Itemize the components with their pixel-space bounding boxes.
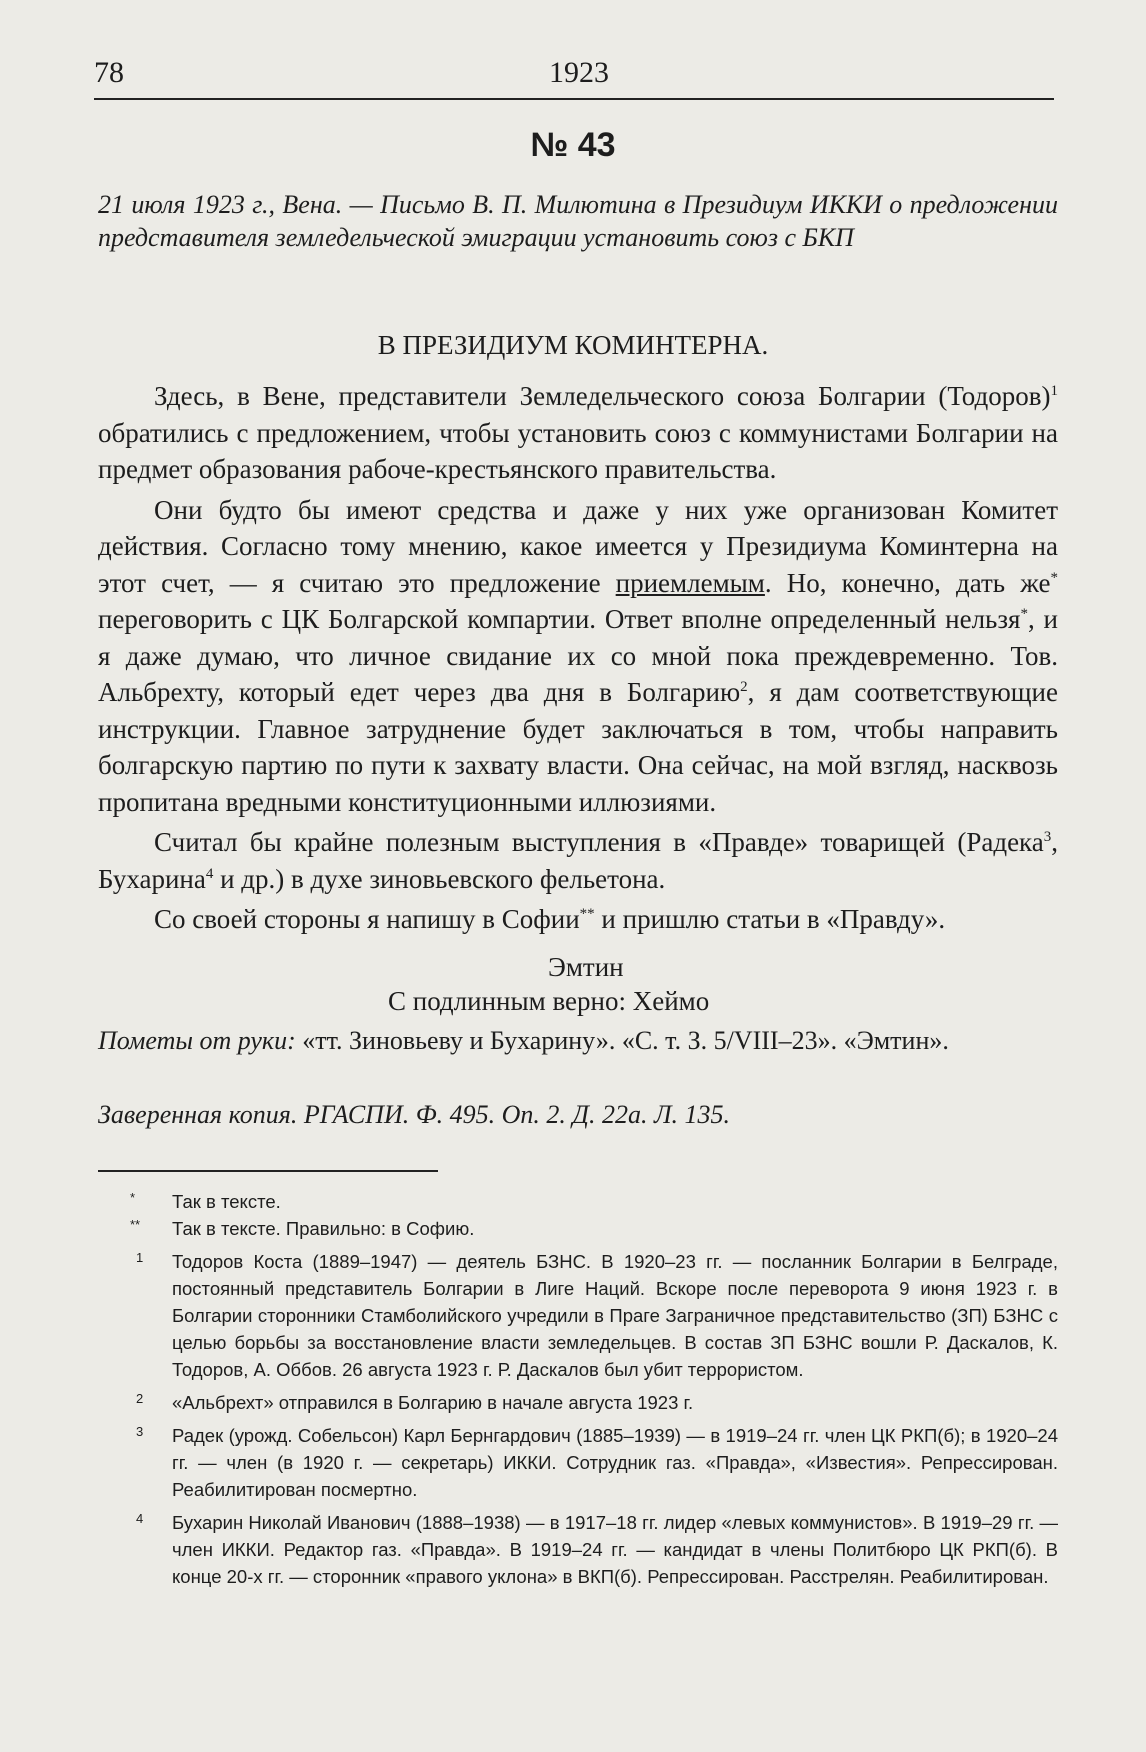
footnote-text: Бухарин Николай Иванович (1888–1938) — в 1917–18 гг. лидер «левых коммунистов». В 1919–29 гг. — член ИККИ. Редактор газ. «Правда». В 1919–24 гг. — кандидат в члены Политбюро ЦК РКП(б). В конце 20-х гг. — сторонник «правого уклона» в ВКП(б). Репрессирован. Расстрелян. Реабилитирован. bbox=[172, 1512, 1058, 1587]
footnote-ref-3: 3 bbox=[1043, 829, 1052, 845]
text-run: Со своей стороны я напишу в Софии bbox=[154, 904, 580, 934]
paragraph-3 bbox=[98, 824, 1058, 897]
letter-body bbox=[98, 378, 1058, 942]
paragraph-2 bbox=[98, 492, 1058, 821]
running-year: 1923 bbox=[549, 56, 609, 89]
footnote bbox=[130, 1188, 1058, 1215]
footnote-mark: 3 bbox=[136, 1424, 144, 1439]
document-number: № 43 bbox=[530, 126, 616, 164]
certification-line: С подлинным верно: Хеймо bbox=[388, 986, 710, 1016]
salutation: В ПРЕЗИДИУМ КОМИНТЕРНА. bbox=[377, 330, 769, 360]
footnote-mark: 1 bbox=[136, 1250, 144, 1265]
footnote bbox=[130, 1509, 1058, 1590]
text-run: . Но, конечно, дать же bbox=[764, 567, 1051, 598]
text-run: и др.) в духе зиновьевского фельетона. bbox=[213, 863, 666, 894]
text-run: переговорить с ЦК Болгарской компартии. Ответ вполне определенный нельзя bbox=[98, 604, 1021, 634]
footnote-ref-star: * bbox=[1050, 569, 1058, 586]
underlined-word: приемлемым bbox=[615, 567, 765, 598]
footnote-mark: 2 bbox=[136, 1391, 144, 1406]
text-run: Здесь, в Вене, представители Земледельческого союза Болгарии (Тодоров) bbox=[154, 381, 1051, 411]
text-run: обратились с предложением, чтобы установить союз с коммунистами Болгарии на предмет образования рабоче-крестьянского правительства. bbox=[98, 417, 1058, 484]
document-heading: 21 июля 1923 г., Вена. — Письмо В. П. Милютина в Президиум ИККИ о предложении представителя земледельческой эмиграции установить союз с БКП bbox=[98, 190, 1058, 252]
text-run: и пришлю статьи в «Правду». bbox=[594, 904, 946, 934]
paragraph-1 bbox=[98, 378, 1058, 488]
footnote bbox=[130, 1248, 1058, 1383]
footnote-mark: * bbox=[130, 1190, 136, 1205]
footnote-ref-2: 2 bbox=[740, 679, 748, 695]
footnote bbox=[130, 1215, 1058, 1242]
paragraph-4 bbox=[98, 901, 1058, 938]
footnote-text: Радек (урожд. Собельсон) Карл Бернгардович (1885–1939) — в 1919–24 гг. член ЦК РКП(б); в 1920–24 гг. — член (в 1920 г. — секретарь) ИККИ. Сотрудник газ. «Правда», «Известия». Репрессирован. Реабилитирован посмертно. bbox=[172, 1425, 1058, 1500]
marks-text: «тт. Зиновьеву и Бухарину». «С. т. З. 5/VIII–23». «Эмтин». bbox=[295, 1026, 949, 1055]
text-run: Они будто бы имеют средства и даже у них уже организован Комитет действия. Согласно тому мнению, какое имеется у Президиума Коминтерна на этот счет, — я считаю это предложение bbox=[98, 494, 1058, 598]
handwritten-marks-note bbox=[98, 1026, 1058, 1056]
footnote-text: Тодоров Коста (1889–1947) — деятель БЗНС. В 1920–23 гг. — посланник Болгарии в Белграде, постоянный представитель Болгарии в Лиге Наций. Вскоре после переворота 9 июня 1923 г. в Болгарии сторонники Стамболийского учредили в Праге Заграничное представительство (ЗП) БЗНС с целью борьбы за восстановление власти земледельцев. В состав ЗП БЗНС вошли Р. Даскалов, К. Тодоров, А. Оббов. 26 августа 1923 г. Р. Даскалов был убит террористом. bbox=[172, 1251, 1058, 1380]
page-number: 78 bbox=[94, 56, 124, 89]
footnote-ref-1: 1 bbox=[1050, 383, 1058, 399]
footnote-ref-double-star: ** bbox=[579, 906, 595, 922]
footnote-ref-star: * bbox=[1020, 606, 1028, 622]
footnote-mark: 4 bbox=[136, 1511, 144, 1526]
footnote bbox=[130, 1422, 1058, 1503]
running-head bbox=[94, 56, 1054, 96]
footnotes bbox=[130, 1188, 1058, 1590]
text-run: Считал бы крайне полезным выступления в «Правде» товарищей (Радека bbox=[154, 827, 1044, 857]
footnote-text: Так в тексте. Правильно: в Софию. bbox=[172, 1218, 475, 1239]
footnote-rule bbox=[98, 1170, 438, 1172]
footnote-text: «Альбрехт» отправился в Болгарию в начале августа 1923 г. bbox=[172, 1392, 694, 1413]
text-run: , я дам соответствующие инструкции. Главное затруднение будет заключаться в том, чтобы направить болгарскую партию по пути к захвату власти. Она сейчас, на мой взгляд, насквозь пропитана вредными конституционными иллюзиями. bbox=[98, 677, 1058, 817]
text-run: , Бухарина bbox=[98, 827, 1058, 894]
marks-label: Пометы от руки: bbox=[98, 1026, 296, 1055]
footnote-ref-4: 4 bbox=[205, 865, 214, 882]
archive-reference: Заверенная копия. РГАСПИ. Ф. 495. Оп. 2. Д. 22а. Л. 135. bbox=[98, 1100, 731, 1129]
footnote-mark: ** bbox=[130, 1217, 141, 1232]
footnote-text: Так в тексте. bbox=[172, 1191, 281, 1212]
footnote bbox=[130, 1389, 1058, 1416]
text-run: , и я даже думаю, что личное свидание их со мной пока преждевременно. Тов. Альбрехту, который едет через два дня в Болгарию bbox=[98, 604, 1059, 707]
header-rule bbox=[94, 98, 1054, 100]
signature: Эмтин bbox=[548, 952, 624, 982]
